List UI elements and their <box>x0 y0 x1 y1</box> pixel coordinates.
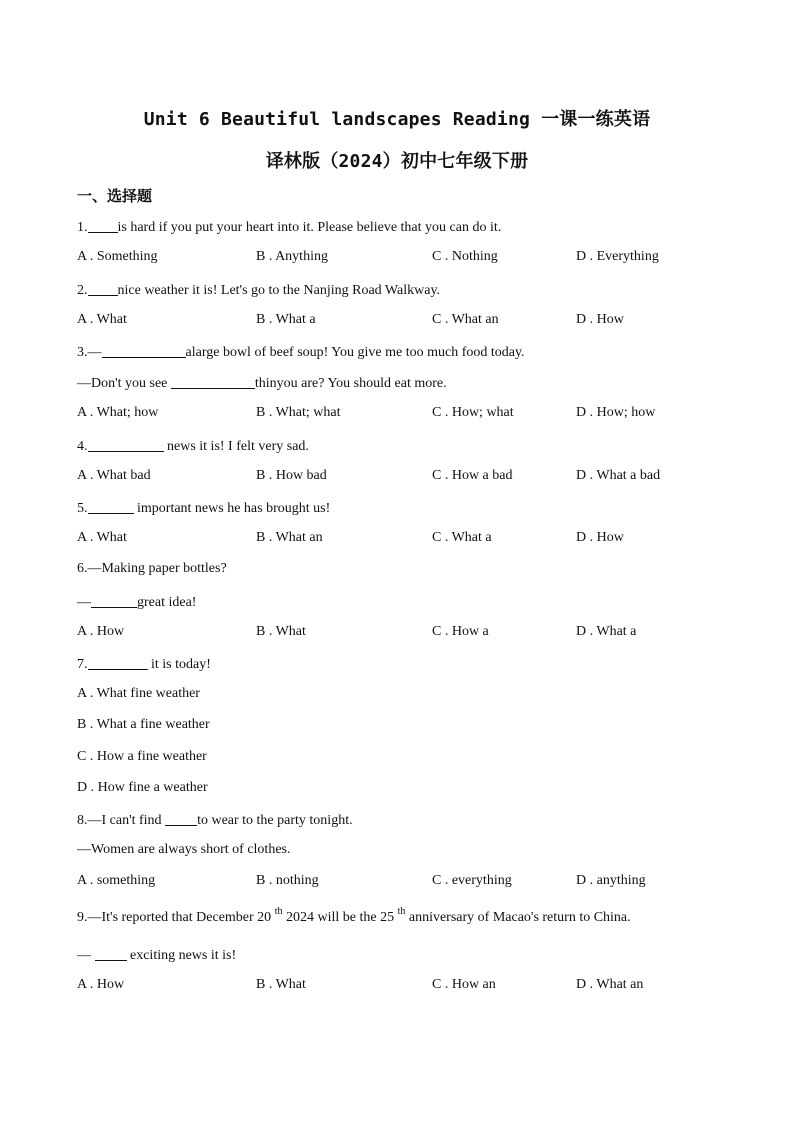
option-a[interactable]: A . What <box>77 530 127 545</box>
option-c[interactable]: C . What a <box>432 530 492 545</box>
question-8-line-2 <box>77 842 290 858</box>
option-b[interactable]: B . Anything <box>256 249 328 264</box>
option-c[interactable]: C . How; what <box>432 405 514 420</box>
answer-blank <box>102 343 186 358</box>
question-text: to wear to the party tonight. <box>197 813 353 828</box>
ordinal-suffix: th <box>397 906 406 917</box>
answer-blank <box>88 218 118 233</box>
option-d[interactable]: D . How; how <box>576 405 656 420</box>
question-6-options <box>77 624 757 644</box>
answer-blank <box>171 374 255 389</box>
option-a[interactable]: A . What fine weather <box>77 686 200 701</box>
option-a[interactable]: A . Something <box>77 249 158 264</box>
question-text: 3.— <box>77 345 102 360</box>
option-c[interactable]: C . How a <box>432 624 489 639</box>
question-text: 6.—Making paper bottles? <box>77 561 227 576</box>
question-text: — <box>77 595 91 610</box>
question-text: alarge bowl of beef soup! You give me too much food today. <box>185 345 525 360</box>
option-b[interactable]: B . How bad <box>256 468 327 483</box>
answer-blank <box>88 655 148 670</box>
question-8-options <box>77 873 757 893</box>
question-text: it is today! <box>147 657 211 672</box>
option-a[interactable]: A . What; how <box>77 405 159 420</box>
question-9-options <box>77 977 757 997</box>
question-4-options <box>77 468 757 488</box>
option-b[interactable]: B . What a <box>256 312 316 327</box>
option-c[interactable]: C . How an <box>432 977 496 992</box>
question-text: exciting news it is! <box>126 948 237 963</box>
option-c[interactable]: C . How a fine weather <box>77 749 207 764</box>
option-d[interactable]: D . What a bad <box>576 468 661 483</box>
question-1-options <box>77 249 757 269</box>
option-d[interactable]: D . What an <box>576 977 644 992</box>
option-b[interactable]: B . What an <box>256 530 323 545</box>
question-text: — <box>77 948 95 963</box>
question-number: 4. <box>77 439 88 454</box>
question-text: 9.—It's reported that December 20 <box>77 910 275 925</box>
option-d[interactable]: D . anything <box>576 873 646 888</box>
option-d[interactable]: D . What a <box>576 624 637 639</box>
question-number: 5. <box>77 501 88 516</box>
question-4 <box>77 437 309 455</box>
question-text: —Don't you see <box>77 376 171 391</box>
option-b[interactable]: B . What a fine weather <box>77 717 210 732</box>
section-heading: 一、选择题 <box>77 187 153 205</box>
document-title: Unit 6 Beautiful landscapes Reading 一课一练英语 <box>143 109 651 130</box>
option-d[interactable]: D . How <box>576 530 624 545</box>
option-d[interactable]: D . How <box>576 312 624 327</box>
option-b[interactable]: B . What <box>256 624 306 639</box>
question-3-line-2 <box>77 374 447 392</box>
question-3-line-1 <box>77 343 525 361</box>
question-1 <box>77 218 501 236</box>
question-2-options <box>77 312 757 332</box>
option-d[interactable]: D . Everything <box>576 249 659 264</box>
question-2 <box>77 281 440 299</box>
option-c[interactable]: C . What an <box>432 312 499 327</box>
answer-blank <box>91 593 137 608</box>
question-number: 1. <box>77 220 88 235</box>
answer-blank <box>88 281 118 296</box>
ordinal-suffix: th <box>274 906 283 917</box>
question-6-line-2 <box>77 593 196 611</box>
question-text: 8.—I can't find <box>77 813 166 828</box>
question-number: 7. <box>77 657 88 672</box>
question-text: news it is! I felt very sad. <box>163 439 309 454</box>
answer-blank <box>88 437 164 452</box>
option-d[interactable]: D . How fine a weather <box>77 780 208 795</box>
question-9-line-2 <box>77 946 236 964</box>
question-8-line-1 <box>77 811 353 829</box>
question-5-options <box>77 530 757 550</box>
option-c[interactable]: C . everything <box>432 873 512 888</box>
question-text: —Women are always short of clothes. <box>77 842 291 857</box>
question-text: 2024 will be the 25 <box>282 910 398 925</box>
question-text: important news he has brought us! <box>133 501 331 516</box>
answer-blank <box>88 499 134 514</box>
document-subtitle: 译林版（2024）初中七年级下册 <box>265 151 529 172</box>
question-number: 2. <box>77 283 88 298</box>
option-a[interactable]: A . What bad <box>77 468 151 483</box>
question-7 <box>77 655 211 673</box>
option-c[interactable]: C . How a bad <box>432 468 513 483</box>
option-b[interactable]: B . What; what <box>256 405 341 420</box>
question-text: is hard if you put your heart into it. Please believe that you can do it. <box>117 220 502 235</box>
option-a[interactable]: A . What <box>77 312 127 327</box>
question-text: nice weather it is! Let's go to the Nanjing Road Walkway. <box>117 283 441 298</box>
question-3-options <box>77 405 757 425</box>
answer-blank <box>165 811 197 826</box>
option-b[interactable]: B . nothing <box>256 873 319 888</box>
option-a[interactable]: A . How <box>77 624 125 639</box>
option-b[interactable]: B . What <box>256 977 306 992</box>
option-a[interactable]: A . something <box>77 873 156 888</box>
question-9-line-1 <box>77 906 631 926</box>
question-6-line-1 <box>77 561 227 577</box>
question-text: great idea! <box>137 595 197 610</box>
question-text: thinyou are? You should eat more. <box>254 376 447 391</box>
question-5 <box>77 499 330 517</box>
question-text: anniversary of Macao's return to China. <box>405 910 631 925</box>
option-c[interactable]: C . Nothing <box>432 249 498 264</box>
option-a[interactable]: A . How <box>77 977 125 992</box>
answer-blank <box>95 946 127 961</box>
